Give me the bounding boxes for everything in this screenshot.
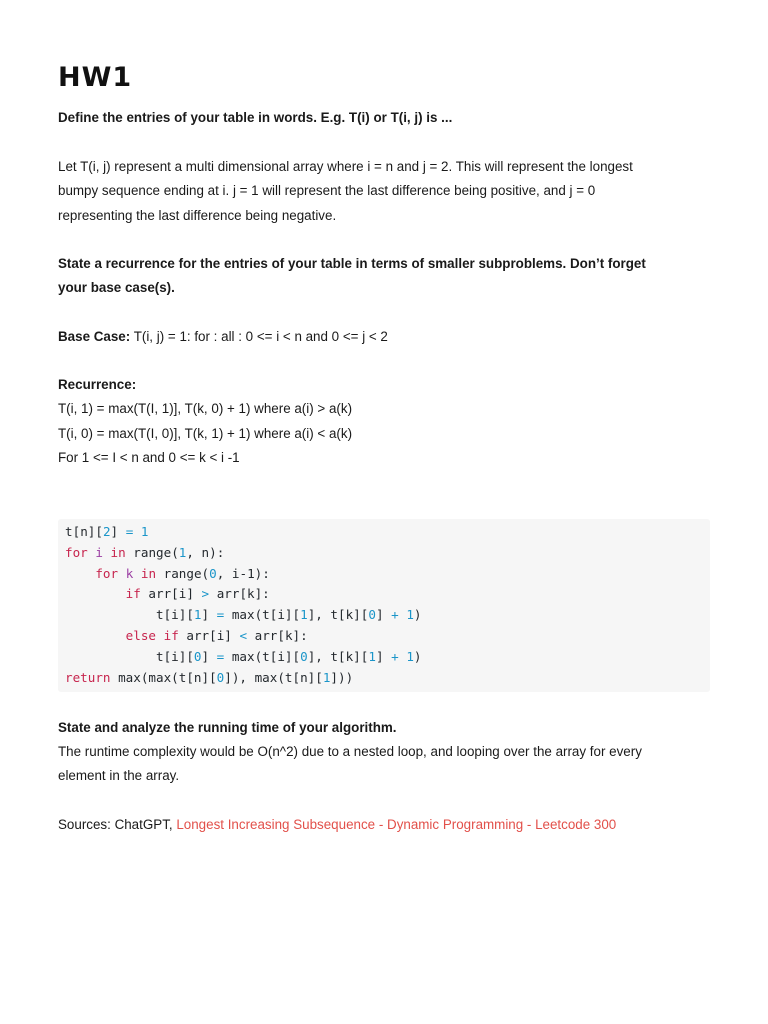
answer-line: Let T(i, j) represent a multi dimensional array where i = n and j = 2. This will represent the longest [58,159,633,174]
recurrence-line: T(i, 1) = max(T(I, 1)], T(k, 0) + 1) where a(i) > a(k) [58,401,353,417]
question-runtime: State and analyze the running time of your algorithm. [58,720,397,735]
answer-table-definition [58,155,710,228]
answer-line: element in the array. [58,768,180,784]
code-block [58,519,710,692]
base-case-label: Base Case: [58,329,131,344]
recurrence-label: Recurrence: [58,377,137,392]
recurrence-line: For 1 <= I < n and 0 <= k < i -1 [58,450,240,466]
answer-line: The runtime complexity would be O(n^2) due to a nested loop, and looping over the array for every [58,744,642,759]
question-line: State a recurrence for the entries of your table in terms of smaller subproblems. Don’t forget [58,256,646,271]
code-text: t[n][2] = 1 for i in range(1, n): for k in range(0, i-1): if arr[i] > arr[k]: t[i][1] = max(t[i][1], t[k][0] + 1) else if arr[i] < arr[k]: t[i][0] = max(t[i][0], t[k][1] + 1) return max(max(t[n][0]), max(t[n][1])) [65,524,422,685]
question-table-definition: Define the entries of your table in words. E.g. T(i) or T(i, j) is ... [58,110,453,125]
sources-link[interactable]: Longest Increasing Subsequence - Dynamic Programming - Leetcode 300 [176,817,617,832]
question-line: your base case(s). [58,280,175,296]
recurrence-block [58,373,710,471]
answer-line: representing the last difference being negative. [58,207,337,223]
sources [58,813,710,837]
question-recurrence [58,252,710,301]
answer-runtime [58,740,710,789]
base-case [58,325,710,349]
page-title: HW1 [58,62,133,93]
answer-line: bumpy sequence ending at i. j = 1 will represent the last difference being positive, and j = 0 [58,183,596,199]
recurrence-line: T(i, 0) = max(T(I, 0)], T(k, 1) + 1) where a(i) < a(k) [58,425,353,441]
sources-label: Sources: ChatGPT, [58,817,177,832]
base-case-text: T(i, j) = 1: for : all : 0 <= i < n and 0 <= j < 2 [130,329,388,344]
